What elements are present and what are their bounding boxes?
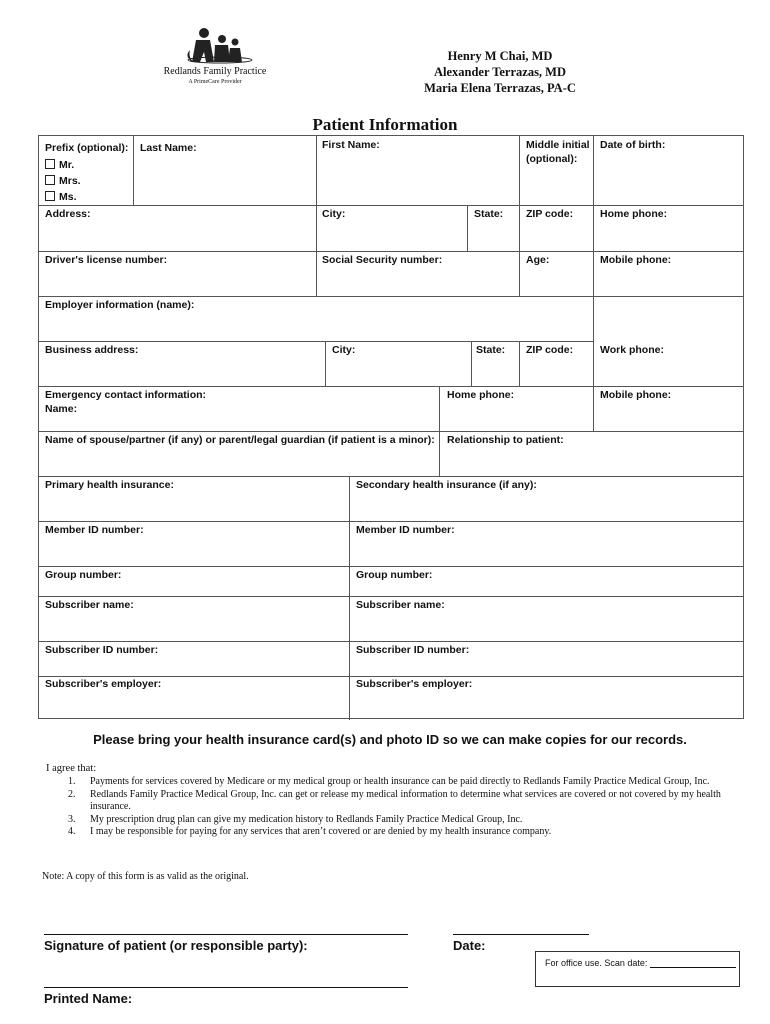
business-city-field[interactable]: City: [332,344,356,356]
office-use-label: For office use. Scan date: [545,958,648,968]
agreement-list [46,776,746,839]
middle-initial-field[interactable]: Middle initial (optional): [526,139,590,165]
scan-date-field[interactable] [650,967,736,968]
city-field[interactable]: City: [322,208,346,220]
primary-group-number-field[interactable]: Group number: [45,569,122,581]
checkbox-icon [45,159,55,169]
work-phone-field[interactable]: Work phone: [600,344,664,356]
secondary-subscriber-name-field[interactable]: Subscriber name: [356,599,445,611]
secondary-subscriber-employer-field[interactable]: Subscriber's employer: [356,678,473,690]
logo-tagline: A PrimeCare Provider [188,79,242,85]
mobile-phone-field[interactable]: Mobile phone: [600,254,672,266]
date-of-birth-field[interactable]: Date of birth: [600,139,666,151]
provider-list [380,48,620,96]
agreement-item: 1. Payments for services covered by Medicare or my medical group or health insurance can be paid directly to Redlands Family Practice Medical Group, Inc. [68,776,710,787]
age-field[interactable]: Age: [526,254,550,266]
zip-field[interactable]: ZIP code: [526,208,574,220]
signature-line[interactable] [44,934,408,935]
provider-name: Alexander Terrazas, MD [433,65,567,79]
checkbox-icon [45,191,55,201]
ssn-field[interactable]: Social Security number: [322,254,443,266]
relationship-field[interactable]: Relationship to patient: [447,434,564,446]
primary-insurance-field[interactable]: Primary health insurance: [45,479,174,491]
secondary-insurance-field[interactable]: Secondary health insurance (if any): [356,479,537,491]
prefix-option-mr[interactable]: Mr. [45,157,74,173]
patient-info-table [38,135,744,719]
home-phone-field[interactable]: Home phone: [600,208,668,220]
address-field[interactable]: Address: [45,208,91,220]
secondary-subscriber-id-field[interactable]: Subscriber ID number: [356,644,470,656]
insurance-card-notice: Please bring your health insurance card(s) and photo ID so we can make copies for our records. [93,732,687,747]
agreement-item: 2. Redlands Family Practice Medical Group, Inc. can get or release my medical information to determine what services are covered or not covered by my health insurance. [68,788,721,812]
agreement-item: 4. I may be responsible for paying for any services that aren’t covered or are denied by my health insurance company. [68,826,552,837]
checkbox-icon [45,175,55,185]
agreement-item: 3. My prescription drug plan can give my medication history to Redlands Family Practice Medical Group, Inc. [68,813,523,825]
primary-subscriber-name-field[interactable]: Subscriber name: [45,599,134,611]
secondary-member-id-field[interactable]: Member ID number: [356,524,455,536]
business-state-field[interactable]: State: [476,344,506,356]
prefix-option-mrs[interactable]: Mrs. [45,173,81,189]
emergency-mobile-phone-field[interactable]: Mobile phone: [600,389,672,401]
emergency-contact-label: Emergency contact information: [45,389,207,401]
date-line[interactable] [453,934,589,935]
drivers-license-field[interactable]: Driver's license number: [45,254,168,266]
prefix-label: Prefix (optional): [45,142,129,154]
emergency-home-phone-field[interactable]: Home phone: [447,389,515,401]
copy-note: Note: A copy of this form is as valid as the original. [42,871,249,882]
provider-name: Maria Elena Terrazas, PA-C [424,81,576,95]
prefix-option-ms[interactable]: Ms. [45,189,77,205]
logo-name: Redlands Family Practice [163,66,267,77]
primary-member-id-field[interactable]: Member ID number: [45,524,144,536]
agreement-intro: I agree that: [46,763,97,774]
last-name-field[interactable]: Last Name: [140,142,197,154]
spouse-guardian-field[interactable]: Name of spouse/partner (if any) or parent/legal guardian (if patient is a minor): [45,434,435,446]
provider-name: Henry M Chai, MD [447,49,553,63]
primary-subscriber-id-field[interactable]: Subscriber ID number: [45,644,159,656]
emergency-name-field[interactable]: Name: [45,403,78,415]
state-field[interactable]: State: [474,208,504,220]
primary-subscriber-employer-field[interactable]: Subscriber's employer: [45,678,162,690]
date-label: Date: [453,938,486,953]
secondary-group-number-field[interactable]: Group number: [356,569,433,581]
form-title: Patient Information [312,115,458,134]
printed-name-line[interactable] [44,987,408,988]
signature-label: Signature of patient (or responsible party): [44,938,308,953]
first-name-field[interactable]: First Name: [322,139,380,151]
business-address-field[interactable]: Business address: [45,344,139,356]
employer-field[interactable]: Employer information (name): [45,299,195,311]
printed-name-label: Printed Name: [44,991,133,1006]
business-zip-field[interactable]: ZIP code: [526,344,574,356]
office-use-box [535,951,740,987]
